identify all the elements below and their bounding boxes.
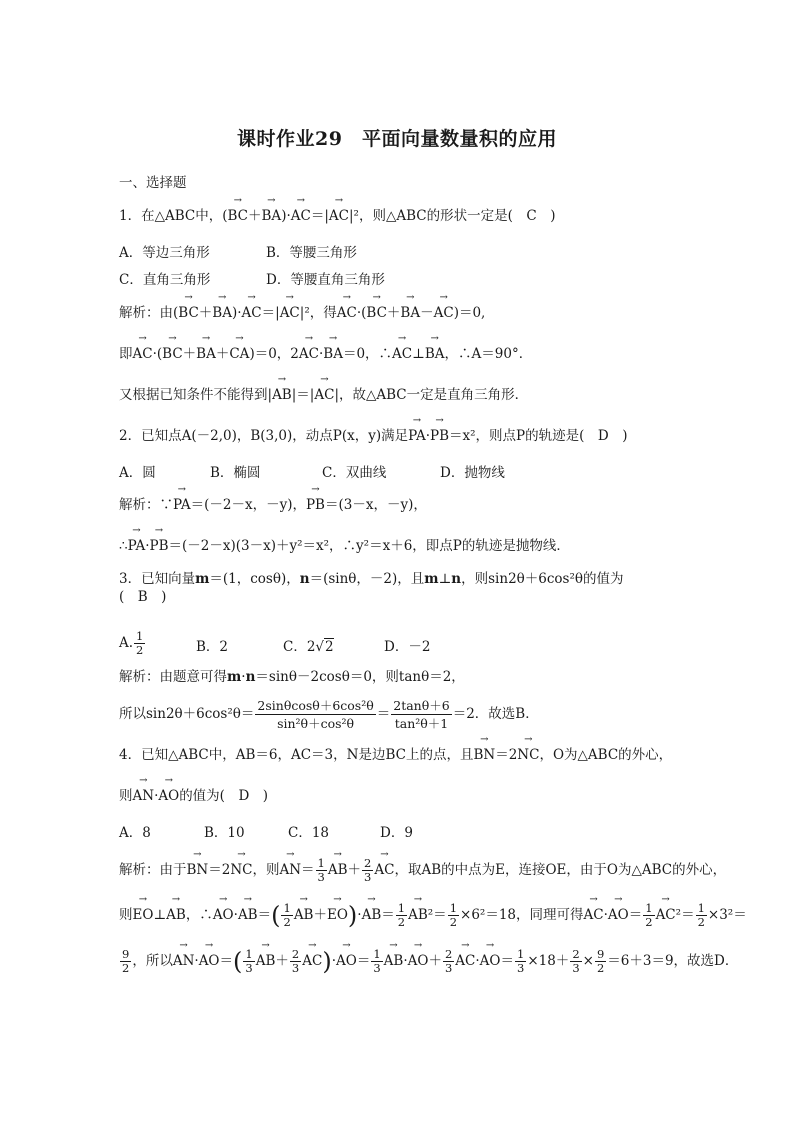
q4-solution-line-2: 则→ EO⊥→ AB，∴→ AO·→ AB＝( $\frac{1}{2}$ → AB＋→ EO)·→ AB＝ $\frac{1}{2}$ → AB²＝ $\frac{1}{2}$ ×6²＝18，同理可得→ AC·→ AO＝ $\frac{1}{2}$ → AC²＝ $\frac{1}{2}$ ×3²＝ [119,902,747,929]
q1-solution-line-3: 又根据已知条件不能得到|→ AB|＝|→ AC|，故△ABC一定是直角三角形． [119,386,528,404]
q3-option-d: D．－2 [384,639,431,655]
section-heading: 一、选择题 [119,175,187,191]
q1-solution-line-2: 即→ AC·(→ BC＋→ BA＋→ CA)＝0，2→ AC·→ BA＝0，∴→ AC⊥→ BA，∴A＝90°． [119,345,532,363]
q1-option-d: D．等腰直角三角形 [266,272,385,288]
q3-option-a: A. $\frac{1}{2}$ [119,629,144,657]
q4-option-c: C．18 [288,825,330,841]
q4-stem-line-1: 4．已知△ABC中，AB＝6，AC＝3，N是边BC上的点，且→ BN＝2→ NC，O为△ABC的外心， [119,746,672,764]
q2-solution-line-1: 解析：∵→ PA＝(－2－x，－y)，→ PB＝(3－x，－y)， [119,496,427,514]
q2-option-a: A．圆 [119,465,156,481]
q1-option-c: C．直角三角形 [119,272,211,288]
q1-stem: 1．在△ABC中，(→ BC＋→ BA)·→ AC＝|→ AC|²，则△ABC的形状一定是( C ) [119,207,555,225]
q4-solution-line-3: $\frac{9}{2}$ ，所以→ AN·→ AO＝( $\frac{1}{3}$ → AB＋ $\frac{2}{3}$ → AC)·→ AO＝ $\frac{1}{3}$ → AB·→ AO＋ $\frac{2}{3}$ → AC·→ AO＝ $\frac{1}{3}$ ×18＋ $\frac{2}{3}$ × $\frac{9}{2}$ ＝6＋3＝9，故选D． [119,948,738,975]
q4-stem-line-2: 则→ AN·→ AO的值为( D ) [119,787,268,805]
page-title: 课时作业29 平面向量数量积的应用 [237,128,557,150]
q1-option-a: A．等边三角形 [119,245,210,261]
q2-option-d: D．抛物线 [440,465,505,481]
q4-option-a: A．8 [119,825,151,841]
q3-solution-line-2: 所以sin2θ＋6cos²θ＝ $\frac{\text{2sinθcosθ＋6cos²θ}}{\text{sin²θ＋cos²θ}}$ ＝ $\frac{2\tan\theta+6}{\text{tan²θ＋1}}$ ＝2．故选B． [119,698,539,731]
q3-option-b: B．2 [196,639,229,655]
q2-stem: 2．已知点A(－2,0)，B(3,0)，动点P(x，y)满足→ PA·→ PB＝x²，则点P的轨迹是( D ) [119,427,628,445]
q2-solution-line-2: ∴→ PA·→ PB＝(－2－x)(3－x)＋y²＝x²，∴y²＝x＋6，即点P的轨迹是抛物线． [119,537,570,555]
q2-option-b: B．椭圆 [210,465,261,481]
q3-solution-line-1: 解析：由题意可得m·n＝sinθ－2cosθ＝0，则tanθ＝2， [119,669,465,685]
q3-option-c: C．2√2 [283,639,334,655]
q1-solution-line-1: 解析：由(→ BC＋→ BA)·→ AC＝|→ AC|²，得→ AC·(→ BC＋→ BA－→ AC)＝0, [119,304,485,322]
q4-solution-line-1: 解析：由于→ BN＝2→ NC，则→ AN＝ $\frac{1}{3}$ → AB＋ $\frac{2}{3}$ → AC，取AB的中点为E，连接OE，由于O为△ABC的外心， [119,857,726,884]
q1-option-b: B．等腰三角形 [266,245,357,261]
q3-stem: 3．已知向量m＝(1，cosθ)，n＝(sinθ，－2)，且m⊥n，则sin2θ＋6cos²θ的值为 ( B ) [119,571,624,605]
q4-option-b: B．10 [204,825,245,841]
q2-option-c: C．双曲线 [322,465,387,481]
q4-option-d: D．9 [380,825,413,841]
